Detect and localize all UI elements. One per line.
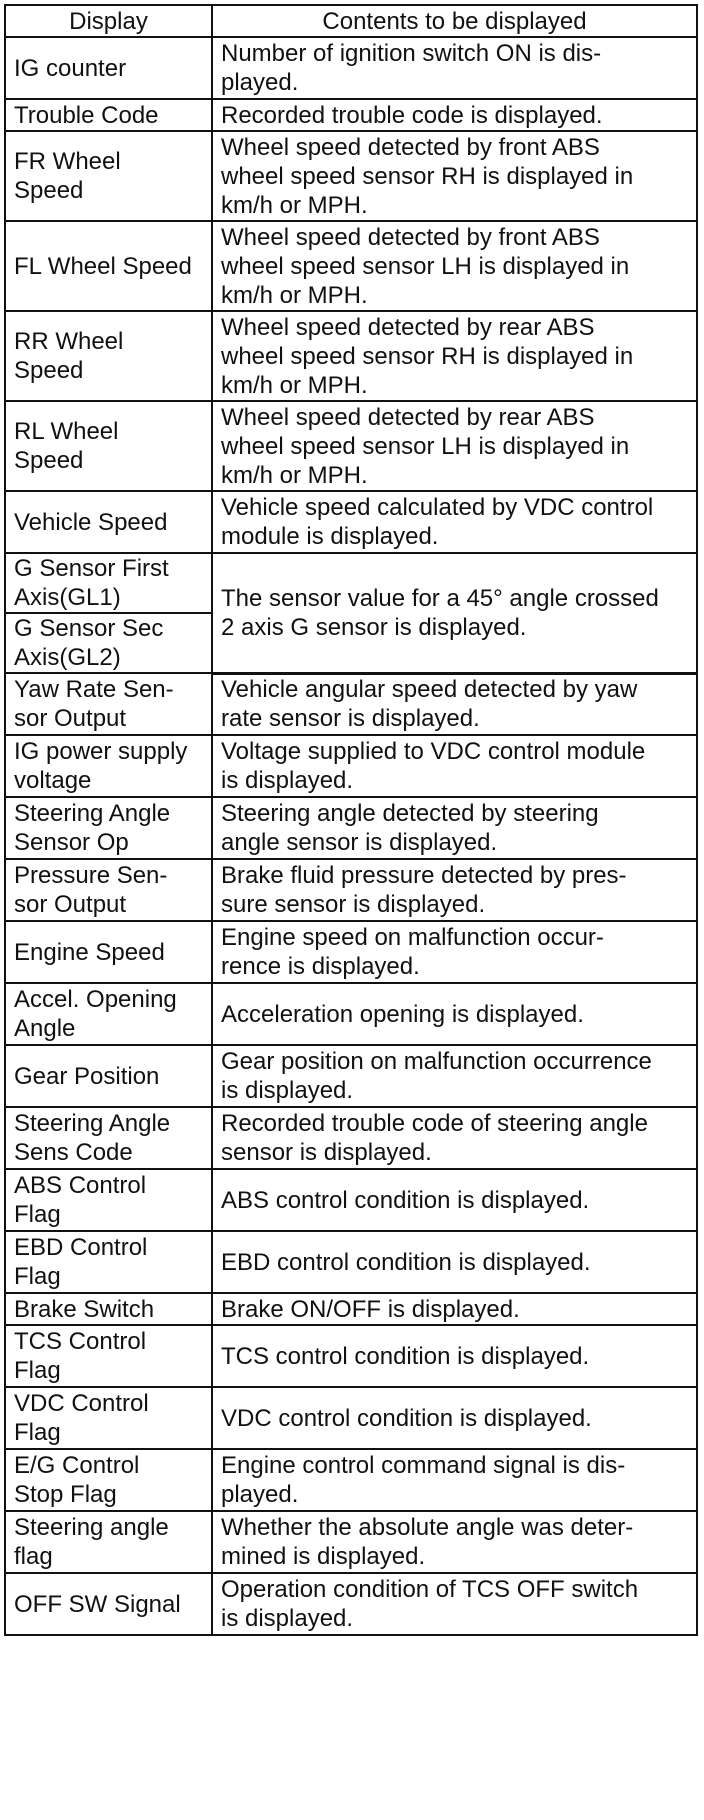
cell-contents: Brake ON/OFF is displayed. bbox=[212, 1293, 697, 1325]
cell-display: G Sensor First Axis(GL1) bbox=[5, 553, 212, 613]
cell-contents: Acceleration opening is displayed. bbox=[212, 983, 697, 1045]
cell-contents: Recorded trouble code of steering angle sensor is displayed. bbox=[212, 1107, 697, 1169]
cell-contents: Wheel speed detected by rear ABS wheel speed sensor LH is displayed in km/h or MPH. bbox=[212, 401, 697, 491]
cell-display: EBD Control Flag bbox=[5, 1231, 212, 1293]
cell-contents: Vehicle angular speed detected by yaw rate sensor is displayed. bbox=[212, 673, 697, 735]
cell-display: TCS Control Flag bbox=[5, 1325, 212, 1387]
table-body bbox=[5, 37, 697, 1635]
cell-display: Vehicle Speed bbox=[5, 491, 212, 553]
cell-contents: Gear position on malfunction occurrence is displayed. bbox=[212, 1045, 697, 1107]
cell-contents: Recorded trouble code is displayed. bbox=[212, 99, 697, 131]
cell-display: Engine Speed bbox=[5, 921, 212, 983]
table-row bbox=[5, 1325, 697, 1387]
table-row bbox=[5, 491, 697, 553]
cell-contents: Whether the absolute angle was deter- mined is displayed. bbox=[212, 1511, 697, 1573]
table-row bbox=[5, 1293, 697, 1325]
cell-display: E/G Control Stop Flag bbox=[5, 1449, 212, 1511]
table-row bbox=[5, 673, 697, 735]
table-row bbox=[5, 859, 697, 921]
cell-display: Gear Position bbox=[5, 1045, 212, 1107]
header-contents: Contents to be displayed bbox=[212, 5, 697, 37]
cell-contents: Wheel speed detected by rear ABS wheel speed sensor RH is displayed in km/h or MPH. bbox=[212, 311, 697, 401]
table-row bbox=[5, 1449, 697, 1511]
cell-display: Pressure Sen- sor Output bbox=[5, 859, 212, 921]
table-row bbox=[5, 1045, 697, 1107]
table-row bbox=[5, 1387, 697, 1449]
cell-contents: Engine speed on malfunction occur- rence is displayed. bbox=[212, 921, 697, 983]
cell-display: VDC Control Flag bbox=[5, 1387, 212, 1449]
table-row bbox=[5, 921, 697, 983]
table-row bbox=[5, 553, 697, 613]
cell-display: IG counter bbox=[5, 37, 212, 99]
cell-contents: Brake fluid pressure detected by pres- sure sensor is displayed. bbox=[212, 859, 697, 921]
cell-contents: Voltage supplied to VDC control module is displayed. bbox=[212, 735, 697, 797]
cell-contents: The sensor value for a 45° angle crossed 2 axis G sensor is displayed. bbox=[212, 553, 697, 673]
table-row bbox=[5, 1573, 697, 1635]
cell-display: Steering angle flag bbox=[5, 1511, 212, 1573]
table-row bbox=[5, 311, 697, 401]
table-row bbox=[5, 221, 697, 311]
table-row bbox=[5, 1511, 697, 1573]
cell-display: RR Wheel Speed bbox=[5, 311, 212, 401]
cell-display: Yaw Rate Sen- sor Output bbox=[5, 673, 212, 735]
cell-contents: Vehicle speed calculated by VDC control module is displayed. bbox=[212, 491, 697, 553]
table-row bbox=[5, 797, 697, 859]
cell-display: FL Wheel Speed bbox=[5, 221, 212, 311]
cell-display: G Sensor Sec Axis(GL2) bbox=[5, 613, 212, 673]
cell-contents: TCS control condition is displayed. bbox=[212, 1325, 697, 1387]
header-display: Display bbox=[5, 5, 212, 37]
table-row bbox=[5, 401, 697, 491]
table-header-row bbox=[5, 5, 697, 37]
table-row bbox=[5, 1107, 697, 1169]
cell-contents: EBD control condition is displayed. bbox=[212, 1231, 697, 1293]
table-row bbox=[5, 735, 697, 797]
cell-display: Accel. Opening Angle bbox=[5, 983, 212, 1045]
cell-display: OFF SW Signal bbox=[5, 1573, 212, 1635]
cell-display: Steering Angle Sens Code bbox=[5, 1107, 212, 1169]
table-row bbox=[5, 1169, 697, 1231]
cell-contents: Wheel speed detected by front ABS wheel speed sensor RH is displayed in km/h or MPH. bbox=[212, 131, 697, 221]
cell-display: Brake Switch bbox=[5, 1293, 212, 1325]
table-row bbox=[5, 1231, 697, 1293]
cell-contents: Steering angle detected by steering angle sensor is displayed. bbox=[212, 797, 697, 859]
table-row bbox=[5, 131, 697, 221]
cell-display: FR Wheel Speed bbox=[5, 131, 212, 221]
display-contents-table bbox=[4, 4, 698, 1636]
cell-display: ABS Control Flag bbox=[5, 1169, 212, 1231]
cell-contents: VDC control condition is displayed. bbox=[212, 1387, 697, 1449]
cell-display: RL Wheel Speed bbox=[5, 401, 212, 491]
cell-display: Trouble Code bbox=[5, 99, 212, 131]
cell-contents: Wheel speed detected by front ABS wheel speed sensor LH is displayed in km/h or MPH. bbox=[212, 221, 697, 311]
table-row bbox=[5, 99, 697, 131]
cell-contents: Engine control command signal is dis- played. bbox=[212, 1449, 697, 1511]
cell-contents: Number of ignition switch ON is dis- played. bbox=[212, 37, 697, 99]
cell-display: IG power supply voltage bbox=[5, 735, 212, 797]
cell-display: Steering Angle Sensor Op bbox=[5, 797, 212, 859]
cell-contents: ABS control condition is displayed. bbox=[212, 1169, 697, 1231]
table-row bbox=[5, 37, 697, 99]
cell-contents: Operation condition of TCS OFF switch is displayed. bbox=[212, 1573, 697, 1635]
table-row bbox=[5, 983, 697, 1045]
